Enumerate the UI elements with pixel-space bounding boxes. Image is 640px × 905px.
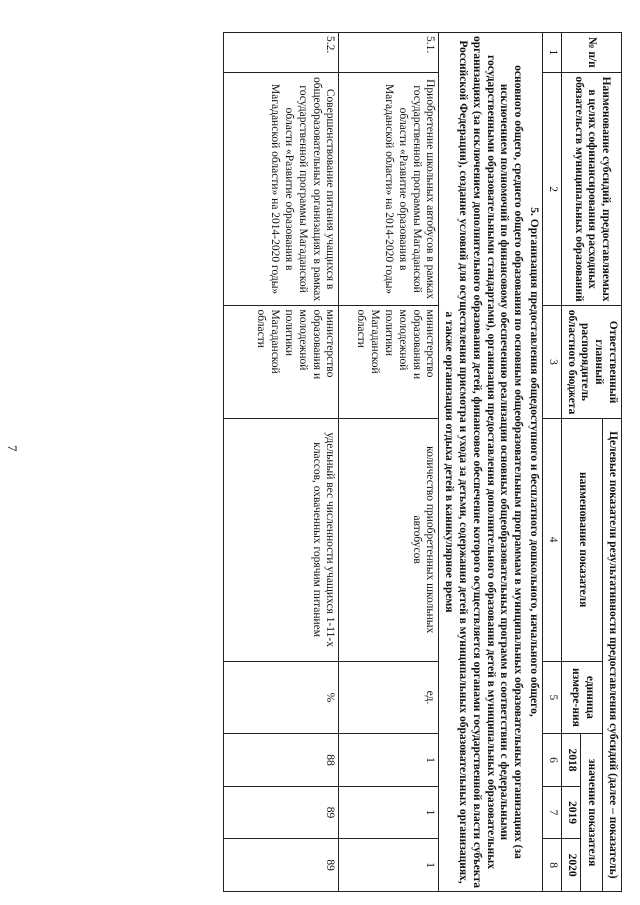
section-title: 5. Организация предоставления общедоступного и бесплатного дошкольного, начального общего,	[528, 207, 541, 717]
row-value-2019: 1	[339, 786, 439, 839]
table-header	[543, 33, 622, 892]
header-unit: единица измере-ния	[561, 661, 602, 733]
header-subsidy-name: Наименование субсидий, предоставляемых в целях софинансирования расходных обязательств муниципальных образований	[561, 72, 621, 306]
column-number-row	[543, 33, 562, 892]
row-num: 5.1.	[339, 33, 439, 73]
subsidy-table	[223, 32, 622, 892]
column-number: 5	[543, 661, 562, 733]
row-value-2020: 1	[339, 839, 439, 892]
column-number: 2	[543, 72, 562, 306]
row-responsible: министерство образования и молодежной политики Магаданской области	[339, 306, 439, 418]
column-number: 8	[543, 839, 562, 892]
row-subsidy-name: Совершенствование питания учащихся в общеобразовательных организациях в рамках государственной программы Магаданской области «Развитие образования в Магаданской области» на 2014-2020 годы»	[224, 72, 339, 306]
column-number: 4	[543, 418, 562, 661]
page-number: 7	[5, 445, 20, 452]
rotated-page-content	[52, 32, 622, 892]
row-value-2020: 89	[224, 839, 339, 892]
section-row	[439, 33, 543, 892]
column-number: 7	[543, 786, 562, 839]
row-unit: %	[224, 661, 339, 733]
row-responsible: министерство образования и молодежной политики Магаданской области	[224, 306, 339, 418]
column-number: 3	[543, 306, 562, 418]
header-num: № п/п	[561, 33, 621, 73]
section-heading	[439, 33, 543, 892]
header-values-group: значение показателя	[580, 734, 603, 892]
header-year-2019: 2019	[561, 786, 580, 839]
header-year-2018: 2018	[561, 734, 580, 787]
section-last-line: а также организация отдыха детей в каникулярное время	[443, 311, 456, 613]
header-year-2020: 2020	[561, 839, 580, 892]
table-row	[339, 33, 439, 892]
row-value-2018: 88	[224, 734, 339, 787]
header-responsible: Ответственный главный распорядитель областного бюджета	[561, 306, 621, 418]
header-indicators-group: Целевые показатели результативности предоставления субсидий (далее – показатель)	[603, 418, 622, 891]
column-number: 6	[543, 734, 562, 787]
row-unit: ед.	[339, 661, 439, 733]
row-value-2019: 89	[224, 786, 339, 839]
row-indicator: удельный вес численности учащихся 1-11-х классов, охваченных горячим питанием	[224, 418, 339, 661]
header-indicator-name: наименование показателя	[561, 418, 602, 661]
row-indicator: количество приобретенных школьных автобусов	[339, 418, 439, 661]
table-row	[224, 33, 339, 892]
column-number: 1	[543, 33, 562, 73]
row-num: 5.2.	[224, 33, 339, 73]
section-text: основного общего, среднего общего образования по основным общеобразовательным программам в муниципальных образовательных организациях (за исключением полномочий по финансовому обеспечению реализации основных общеобразовательных программ в соответствии с федеральными государственными образовательными стандартами), организация предоставления дополнительного образования детей в муниципальных образовательных организациях (за исключением дополнительного образования детей, финансовое обеспечение которого осуществляется органами государственной власти субъекта Российской Федерации), создание условий для осуществления присмотра и ухода за детьми, содержания детей в муниципальных образовательных организациях,	[457, 36, 525, 888]
row-subsidy-name: Приобретение школьных автобусов в рамках государственной программы Магаданской области «Развитие образования в Магаданской области» на 2014-2020 годы»	[339, 72, 439, 306]
row-value-2018: 1	[339, 734, 439, 787]
